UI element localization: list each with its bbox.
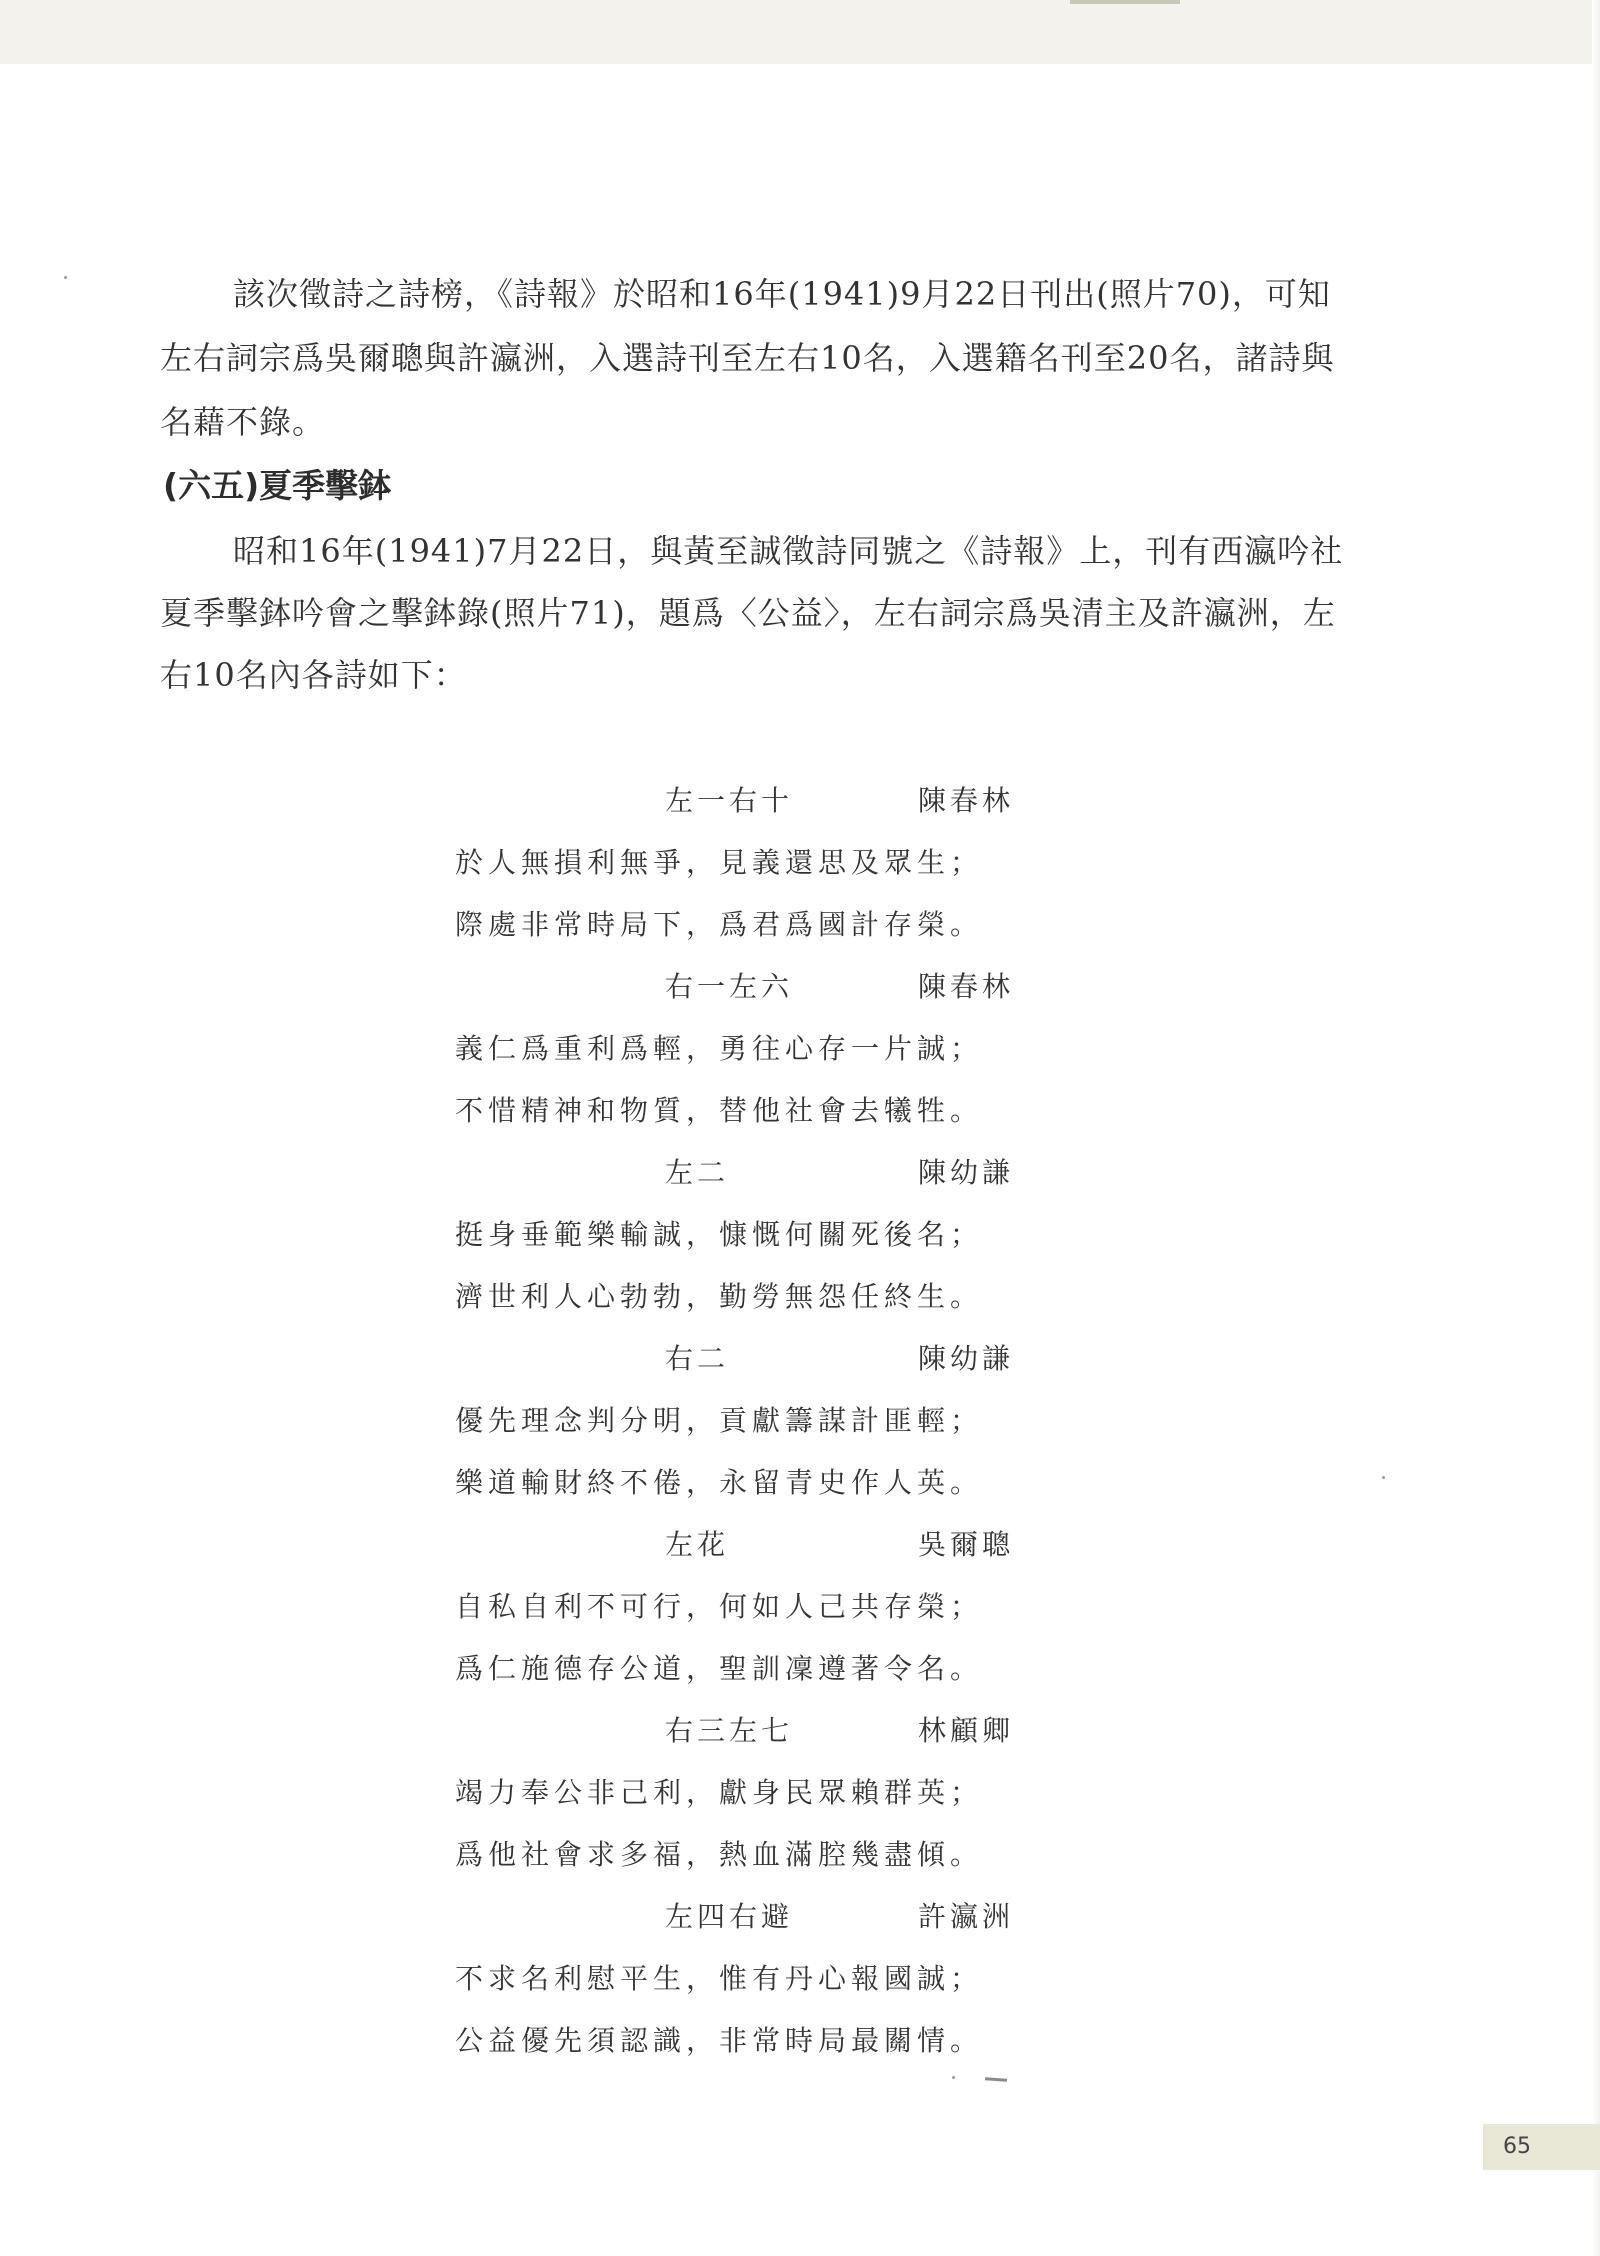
poem-line: 際處非常時局下，爲君爲國計存榮。 <box>455 908 984 941</box>
poem-line: 自私自利不可行，何如人己共存榮； <box>455 1590 984 1623</box>
poem-entry-header <box>455 770 1055 832</box>
poem-entry <box>455 770 1055 956</box>
poem-line: 樂道輸財終不倦，永留青史作人英。 <box>455 1466 984 1499</box>
poem-rank: 左二 <box>665 1156 730 1189</box>
scan-right-edge <box>1592 0 1600 2256</box>
poem-author: 陳幼謙 <box>918 1156 1015 1189</box>
scan-top-mark <box>1070 0 1180 4</box>
scan-top-band <box>0 0 1600 64</box>
poem-line: 濟世利人心勃勃，勤勞無怨任終生。 <box>455 1280 984 1313</box>
section-heading: (六五)夏季擊鉢 <box>163 466 392 505</box>
poem-entry-header <box>455 1328 1055 1390</box>
page-number: 65 <box>1483 2124 1600 2170</box>
poem-rank: 右二 <box>665 1342 730 1375</box>
poem-entry <box>455 1514 1055 1700</box>
poem-line: 優先理念判分明，貢獻籌謀計匪輕； <box>455 1404 984 1437</box>
poem-line: 爲他社會求多福，熱血滿腔幾盡傾。 <box>455 1838 984 1871</box>
poem-line: 義仁爲重利爲輕，勇往心存一片誠； <box>455 1032 984 1065</box>
poem-line: 挺身垂範樂輸誠，慷慨何關死後名； <box>455 1218 984 1251</box>
poem-rank: 左四右避 <box>665 1900 794 1933</box>
poem-author: 許瀛洲 <box>918 1900 1015 1933</box>
intro-paragraph: 該次徵詩之詩榜，《詩報》於昭和16年(1941)9月22日刊出(照片70)，可知左右詞宗爲吳爾聰與許瀛洲，入選詩刊至左右10名，入選籍名刊至20名，諸詩與名藉不錄。 <box>160 275 1335 441</box>
poem-author: 林顧卿 <box>918 1714 1015 1747</box>
section-paragraph: 昭和16年(1941)7月22日，與黃至誠徵詩同號之《詩報》上，刊有西瀛吟社夏季擊鉢吟會之擊鉢錄(照片71)，題爲〈公益〉，左右詞宗爲吳清主及許瀛洲，左右10名內各詩如下： <box>160 532 1344 694</box>
poem-rank: 左花 <box>665 1528 730 1561</box>
poem-entry <box>455 1700 1055 1886</box>
poem-author: 陳春林 <box>918 970 1015 1003</box>
poem-entry-header <box>455 1142 1055 1204</box>
poem-line: 不惜精神和物質，替他社會去犧牲。 <box>455 1094 984 1127</box>
scan-speck <box>64 276 67 279</box>
poem-rank: 左一右十 <box>665 784 794 817</box>
poem-entry-header <box>455 1886 1055 1948</box>
poem-rank: 右三左七 <box>665 1714 794 1747</box>
poem-author: 吳爾聰 <box>918 1528 1015 1561</box>
poem-entry-header <box>455 1514 1055 1576</box>
poem-entry <box>455 1142 1055 1328</box>
poem-line: 於人無損利無爭，見義還思及眾生； <box>455 846 984 879</box>
poem-line: 竭力奉公非己利，獻身民眾賴群英； <box>455 1776 984 1809</box>
poem-entry <box>455 956 1055 1142</box>
poem-author: 陳春林 <box>918 784 1015 817</box>
poem-author: 陳幼謙 <box>918 1342 1015 1375</box>
scan-speck <box>952 2076 955 2079</box>
poem-entry <box>455 1886 1055 2072</box>
scan-stroke <box>985 2077 1007 2082</box>
poem-line: 爲仁施德存公道，聖訓凜遵著令名。 <box>455 1652 984 1685</box>
scan-speck <box>1382 1476 1385 1479</box>
poem-line: 公益優先須認識，非常時局最關情。 <box>455 2024 984 2057</box>
poem-line: 不求名利慰平生，惟有丹心報國誠； <box>455 1962 984 1995</box>
poem-entry <box>455 1328 1055 1514</box>
poem-entry-header <box>455 1700 1055 1762</box>
poem-list <box>455 770 1055 2072</box>
poem-entry-header <box>455 956 1055 1018</box>
poem-rank: 右一左六 <box>665 970 794 1003</box>
